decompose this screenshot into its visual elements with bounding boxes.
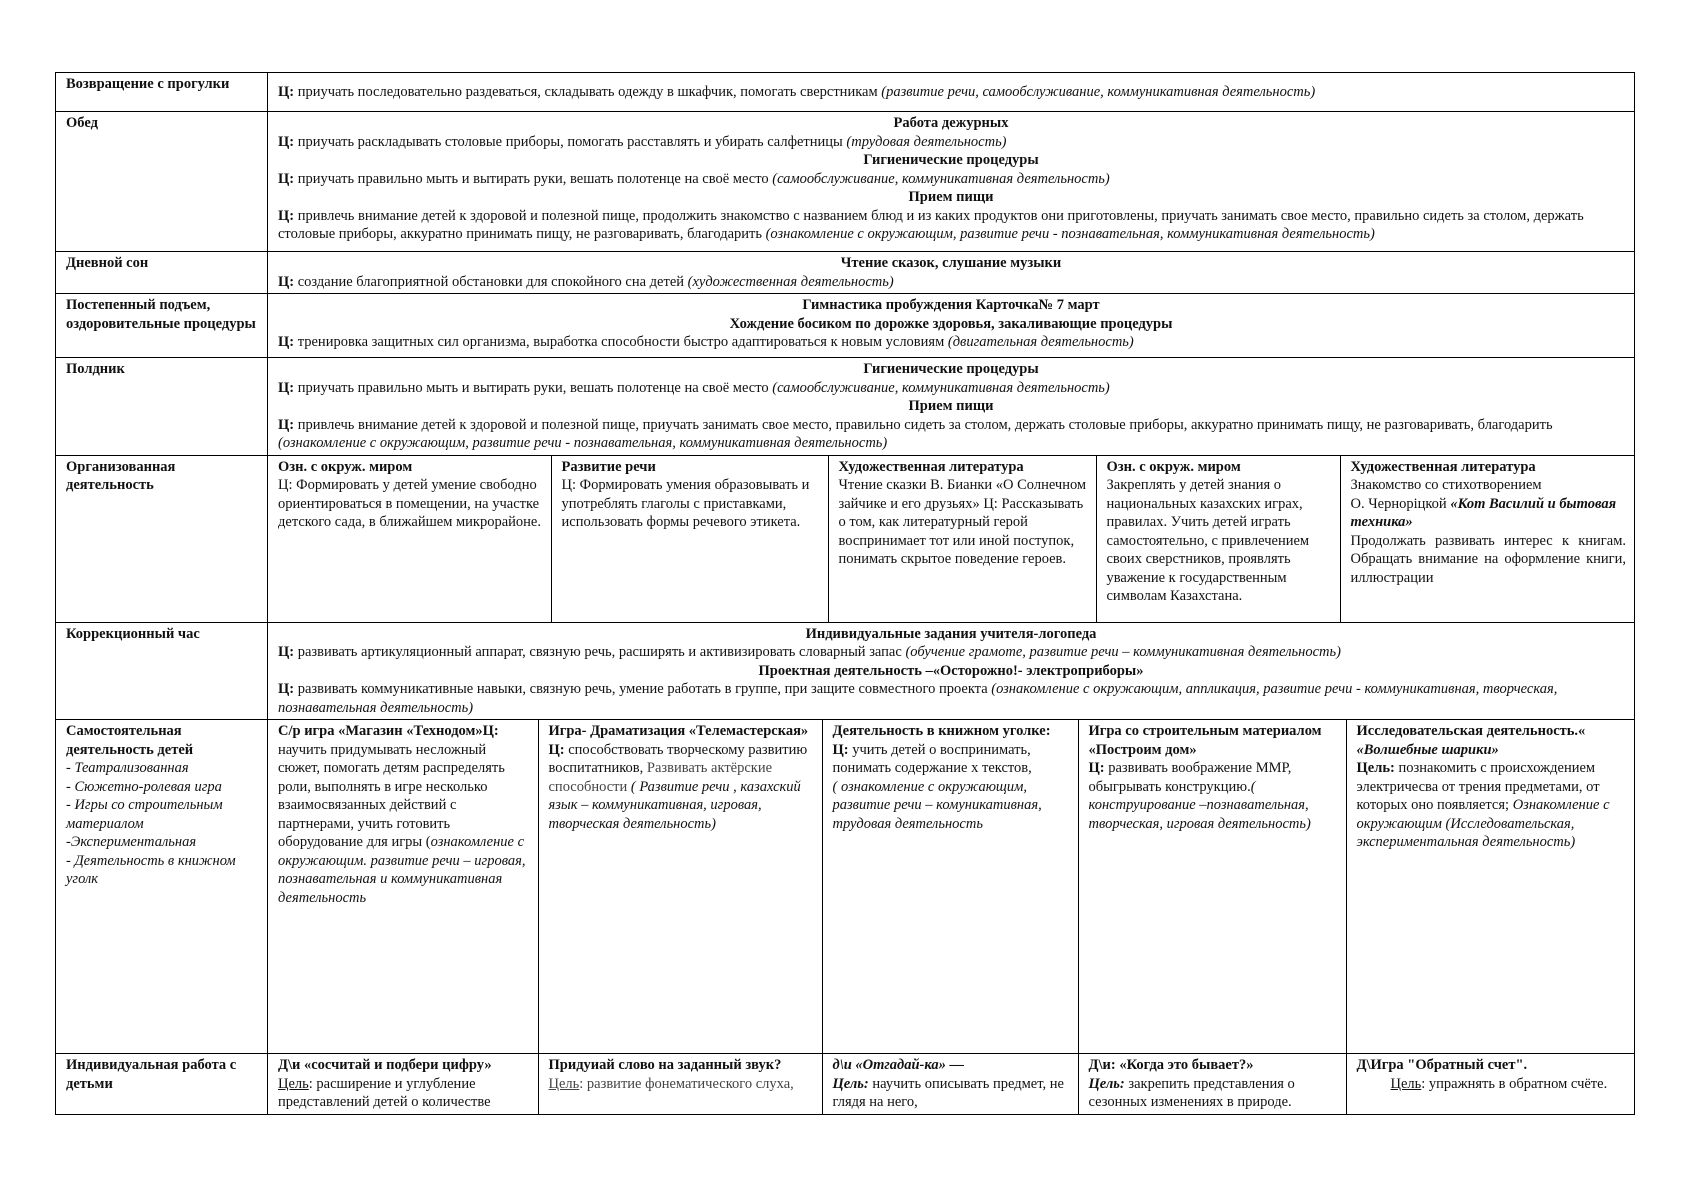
row-content bbox=[268, 112, 1635, 252]
row-label: Полдник bbox=[56, 358, 268, 456]
section-heading: Гигиенические процедуры bbox=[863, 361, 1039, 377]
goal-label: Цель: bbox=[1088, 1075, 1125, 1092]
activity-text: учить детей о воспринимать, понимать содержание х текстов, bbox=[832, 741, 1032, 776]
activity-area: Ознакомление с окружающим (Исследовательская, экспериментальная деятельность) bbox=[1356, 797, 1610, 850]
activity-cell bbox=[268, 456, 551, 622]
activity-title: Игра со строительным материалом «Построим дом» bbox=[1088, 723, 1322, 758]
goal-label: Ц: bbox=[1088, 760, 1105, 776]
row-label: Самостоятельная деятельность детей bbox=[66, 723, 194, 758]
activity-title: Исследовательская деятельность.« bbox=[1356, 723, 1586, 739]
activity-text: : упражнять в обратном счёте. bbox=[1421, 1075, 1608, 1092]
section-heading: Проектная деятельность –«Осторожно!- электроприборы» bbox=[758, 662, 1144, 679]
row-label: Возвращение с прогулки bbox=[56, 73, 268, 112]
activity-cell bbox=[1078, 720, 1346, 1053]
row-label-cell bbox=[56, 720, 268, 1054]
goal-area: (ознакомление с окружающим, развитие речи - познавательная, коммуникативная деятельность) bbox=[278, 435, 888, 451]
goal-label: Ц: bbox=[278, 84, 295, 100]
activity-title: Игра- Драматизация «Телемастерская» bbox=[548, 723, 809, 739]
goal-area: (художественная деятельность) bbox=[687, 273, 894, 290]
row-content bbox=[268, 1054, 1635, 1115]
activity-text: : расширение и углубление представлений детей о количестве bbox=[278, 1075, 491, 1110]
sub-item: - Деятельность в книжном уголк bbox=[66, 852, 236, 887]
activity-title: Д\Игра "Обратный счет". bbox=[1356, 1057, 1528, 1073]
activity-text: Закреплять у детей знания о национальных казахских играх, правилах. Учить детей играть самостоятельно, с привлечением своих сверстников, проявлять уважение к государственным символам Казахстана. bbox=[1106, 477, 1310, 604]
goal-text: создание благоприятной обстановки для спокойного сна детей bbox=[294, 273, 688, 290]
row-content bbox=[268, 252, 1635, 294]
activity-area: ( конструирование –познавательная, творческая, игровая деятельность) bbox=[1088, 778, 1311, 832]
row-label: Постепенный подъем, оздоровительные процедуры bbox=[56, 294, 268, 358]
row-lunch bbox=[56, 112, 1635, 252]
goal-label: Ц: bbox=[278, 207, 295, 224]
activity-columns bbox=[268, 1054, 1634, 1114]
goal-text: тренировка защитных сил организма, выработка способности быстро адаптироваться к новым условиям bbox=[294, 334, 948, 350]
goal-area: (самообслуживание, коммуникативная деятельность) bbox=[772, 379, 1110, 396]
activity-title: Озн. с окруж. миром bbox=[1106, 458, 1241, 475]
goal-label: Ц: bbox=[278, 133, 295, 150]
row-independent-activity bbox=[56, 720, 1635, 1054]
activity-title: Озн. с окруж. миром bbox=[278, 458, 413, 475]
row-individual-work bbox=[56, 1054, 1635, 1115]
sub-item: - Театрализованная bbox=[66, 760, 189, 776]
activity-title: Д\и: «Когда это бывает?» bbox=[1088, 1057, 1254, 1073]
goal-label: Цель: bbox=[1356, 760, 1395, 776]
goal-text: приучать правильно мыть и вытирать руки, вешать полотенце на своё место bbox=[294, 379, 773, 396]
activity-text: : развитие фонематического слуха, bbox=[579, 1075, 794, 1092]
goal-area: (обучение грамоте, развитие речи – коммуникативная деятельность) bbox=[905, 644, 1341, 660]
row-label: Индивидуальная работа с детьми bbox=[56, 1054, 268, 1115]
section-heading: Работа дежурных bbox=[893, 115, 1009, 131]
sub-item: -Экспериментальная bbox=[66, 834, 197, 850]
activity-cell bbox=[268, 720, 538, 1053]
activity-text: познакомить с происхождением электричесва от трения предметами, от которых оно появляется; bbox=[1356, 760, 1600, 813]
activity-text: Продолжать развивать интерес к книгам. Обращать внимание на оформление книги, иллюстрации bbox=[1350, 532, 1626, 586]
activity-text: научить придумывать несложный сюжет, помогать детям распределять роли, выполнять в игре несколько взаимосвязанных действий с партнерами, учить готовить оборудование для игры ( bbox=[278, 741, 505, 850]
goal-label: Ц: bbox=[832, 741, 849, 758]
activity-cell bbox=[268, 1054, 538, 1114]
activity-title: Художественная литература bbox=[1350, 458, 1536, 475]
goal-text: привлечь внимание детей к здоровой и полезной пище, продолжить знакомство с названием блюд и из каких продуктов они приготовлены, приучать занимать свое место, правильно сидеть за столом, держать столовые приборы, аккуратно принимать пищу, не разговаривать, благодарить bbox=[278, 207, 1584, 242]
goal-text: развивать артикуляционный аппарат, связную речь, расширять и активизировать словарный запас bbox=[294, 644, 906, 660]
activity-title: Художественная литература bbox=[838, 458, 1024, 475]
goal-area: (самообслуживание, коммуникативная деятельность) bbox=[772, 170, 1110, 187]
sub-item: - Игры со строительным материалом bbox=[66, 797, 223, 832]
row-label: Организованная деятельность bbox=[56, 455, 268, 622]
activity-cell bbox=[1078, 1054, 1346, 1114]
goal-text: развивать коммуникативные навыки, связную речь, умение работать в группе, при защите совместного проекта bbox=[294, 681, 992, 697]
activity-cell bbox=[1346, 720, 1634, 1053]
activity-title: Развитие речи bbox=[561, 458, 656, 475]
goal-text: приучать раскладывать столовые приборы, помогать расставлять и убирать салфетницы bbox=[294, 133, 847, 150]
activity-cell bbox=[822, 1054, 1078, 1114]
row-label: Обед bbox=[56, 112, 268, 252]
author: О. Черноріцкой bbox=[1350, 495, 1451, 512]
goal-label: Цель bbox=[278, 1075, 309, 1092]
activity-title-italic: «Волшебные шарики» bbox=[1356, 741, 1499, 758]
activity-text: Ц: Формировать умения образовывать и употреблять глаголы с приставками, использовать формы речевого этикета. bbox=[561, 477, 810, 530]
activity-cell bbox=[551, 456, 828, 622]
activity-text: Ц: Формировать у детей умение свободно ориентироваться в помещении, на участке детского сада, в ближайшем микрорайоне. bbox=[278, 477, 541, 530]
activity-title: Придуиай слово на заданный звук? bbox=[548, 1057, 782, 1073]
sub-item: - Сюжетно-ролевая игра bbox=[66, 778, 222, 795]
row-content bbox=[268, 455, 1635, 622]
section-heading: Гигиенические процедуры bbox=[863, 152, 1039, 168]
activity-title: Деятельность в книжном уголке: bbox=[832, 723, 1051, 739]
activity-cell bbox=[538, 720, 822, 1053]
goal-label: Ц: bbox=[278, 681, 295, 697]
activity-cell bbox=[828, 456, 1096, 622]
goal-label: Цель bbox=[548, 1075, 580, 1092]
section-heading: Чтение сказок, слушание музыки bbox=[840, 255, 1062, 271]
activity-text-gray: Развивать актёрские способности bbox=[548, 760, 773, 795]
goal-label: Ц: bbox=[548, 741, 565, 758]
goal-area: (ознакомление с окружающим, аппликация, развитие речи - коммуникативная, творческая, познавательная деятельность) bbox=[278, 681, 1558, 716]
activity-text: научить описывать предмет, не глядя на него, bbox=[832, 1075, 1064, 1110]
goal-label: Ц: bbox=[278, 170, 295, 187]
activity-cell bbox=[1340, 456, 1634, 622]
activity-text: способствовать творческому развитию воспитатников, bbox=[548, 741, 808, 776]
row-return-from-walk bbox=[56, 73, 1635, 112]
row-label: Коррекционный час bbox=[56, 622, 268, 720]
goal-area: (двигательная деятельность) bbox=[947, 334, 1134, 350]
activity-text: Чтение сказки В. Бианки «О Солнечном зайчике и его друзьях» Ц: Рассказывать о том, как литературный герой воспринимает тот или иной поступок, понимать скрытое поведение героев. bbox=[838, 477, 1087, 567]
daily-plan-table bbox=[55, 72, 1635, 1115]
goal-text: приучать последовательно раздеваться, складывать одежду в шкафчик, помогать сверстникам bbox=[294, 84, 882, 100]
row-label: Дневной сон bbox=[56, 252, 268, 294]
goal-label: Цель: bbox=[832, 1075, 869, 1092]
row-content bbox=[268, 294, 1635, 358]
activity-intro: Знакомство со стихотворением bbox=[1350, 477, 1542, 493]
row-content bbox=[268, 720, 1635, 1054]
section-heading: Хождение босиком по дорожке здоровья, закаливающие процедуры bbox=[729, 315, 1173, 332]
goal-text: приучать правильно мыть и вытирать руки, вешать полотенце на своё место bbox=[294, 170, 773, 187]
section-heading: Прием пищи bbox=[908, 398, 994, 414]
goal-label: Ц: bbox=[278, 273, 295, 290]
work-title: «Кот Василий и бытовая техника» bbox=[1350, 495, 1617, 530]
goal-area: (ознакомление с окружающим, развитие речи - познавательная, коммуникативная деятельность) bbox=[765, 226, 1375, 242]
goal-label: Цель bbox=[1390, 1075, 1422, 1092]
activity-title: С/р игра «Магазин «Технодом»Ц: bbox=[278, 723, 499, 739]
goal-area: (трудовая деятельность) bbox=[846, 133, 1007, 150]
activity-title: Д\и «сосчитай и подбери цифру» bbox=[278, 1057, 492, 1073]
activity-area: ( Развитие речи , казахский язык – коммуникативная, игровая, творческая деятельность) bbox=[548, 778, 801, 832]
row-content bbox=[268, 358, 1635, 456]
goal-text: привлечь внимание детей к здоровой и полезной пище, приучать занимать свое место, правильно сидеть за столом, держать столовые приборы, аккуратно принимать пищу, не разговаривать, благодарить bbox=[294, 416, 1553, 433]
plan-page bbox=[55, 72, 1634, 1115]
activity-cell bbox=[1346, 1054, 1634, 1114]
row-content bbox=[268, 73, 1635, 112]
goal-label: Ц: bbox=[278, 644, 295, 660]
activity-text: развивать воображение ММР, обыгрывать конструкцию. bbox=[1088, 760, 1292, 795]
section-heading: Гимнастика пробуждения Карточка№ 7 март bbox=[802, 297, 1100, 313]
row-snack bbox=[56, 358, 1635, 456]
goal-area: (развитие речи, самообслуживание, коммуникативная деятельность) bbox=[881, 84, 1316, 100]
activity-area: ( ознакомление с окружающим, развитие речи – комуникативная, трудовая деятельность bbox=[832, 778, 1042, 832]
goal-label: Ц: bbox=[278, 416, 295, 433]
row-content bbox=[268, 622, 1635, 720]
goal-label: Ц: bbox=[278, 379, 295, 396]
activity-text: закрепить представления о сезонных изменениях в природе. bbox=[1088, 1075, 1295, 1110]
activity-cell bbox=[822, 720, 1078, 1053]
activity-cell bbox=[538, 1054, 822, 1114]
activity-area: ознакомление с окружающим. развитие речи – игровая, познавательная и коммуникативная деятельность bbox=[278, 834, 526, 906]
row-wake-up bbox=[56, 294, 1635, 358]
row-nap bbox=[56, 252, 1635, 294]
goal-label: Ц: bbox=[278, 334, 295, 350]
section-heading: Индивидуальные задания учителя-логопеда bbox=[805, 625, 1097, 642]
activity-columns bbox=[268, 456, 1634, 622]
activity-columns bbox=[268, 720, 1634, 1053]
activity-cell bbox=[1096, 456, 1340, 622]
section-heading: Прием пищи bbox=[908, 189, 994, 205]
activity-title: д\и «Отгадай-ка» — bbox=[832, 1057, 964, 1073]
row-correction-hour bbox=[56, 622, 1635, 720]
row-organized-activity bbox=[56, 455, 1635, 622]
